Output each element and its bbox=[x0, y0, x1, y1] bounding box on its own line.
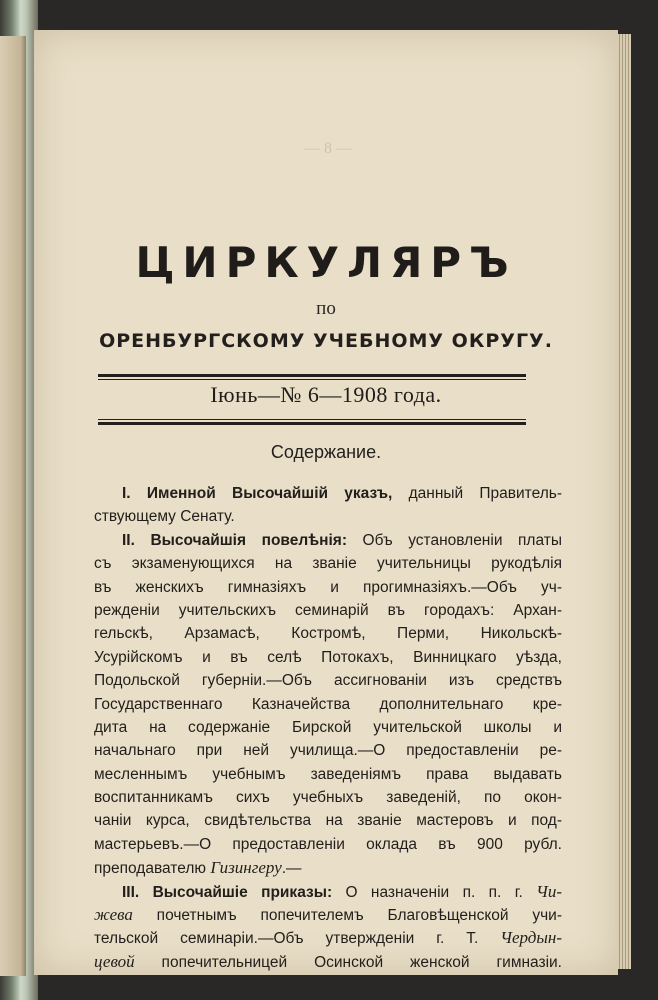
title-preposition: по bbox=[316, 298, 336, 319]
bottom-rule-thin bbox=[98, 419, 526, 420]
document-subtitle: ОРЕНБУРГСКОМУ УЧЕБНОМУ ОКРУГУ. bbox=[99, 330, 553, 352]
text-line: ствующему Сенату. bbox=[94, 508, 235, 526]
top-rule-thick bbox=[98, 374, 526, 377]
previous-page-edge bbox=[0, 36, 26, 976]
bleed-through-page-number: — 8 — bbox=[304, 140, 352, 157]
contents-heading: Содержание. bbox=[270, 442, 382, 462]
text-line: Усурійскомъ и въ селѣ Потокахъ, Винницкаго уѣзда, bbox=[94, 648, 562, 666]
document-title: ЦИРКУЛЯРЪ bbox=[135, 238, 517, 287]
text-line: мастерьевъ.—О предоставленіи оклада въ 900 рубл. bbox=[94, 835, 562, 853]
text-line: III. Высочайшіе приказы: О назначеніи п. п. г. Чи- bbox=[122, 881, 562, 901]
section-heading-2: II. Высочайшія повелѣнія: bbox=[122, 531, 347, 549]
section-heading-1: I. Именной Высочайшій указъ, bbox=[122, 485, 393, 502]
page-stack-edge bbox=[617, 34, 631, 969]
bottom-rule-thick bbox=[98, 422, 526, 425]
text-line: тельской семинаріи.—Объ утвержденіи г. Т. Чердын- bbox=[94, 928, 562, 948]
text-line: преподавателю Гизингеру.— bbox=[94, 858, 302, 878]
text-line: дита на содержаніе Бирской учительской школы и bbox=[94, 718, 562, 736]
text-line: I. Именной Высочайшій указъ, данный Правитель- bbox=[122, 485, 562, 502]
text-line: съ экзаменующихся на званіе учительницы рукодѣлія bbox=[94, 555, 562, 573]
top-rule-thin bbox=[98, 379, 526, 380]
text-line: II. Высочайшія повелѣнія: Объ установленіи платы bbox=[122, 531, 562, 549]
text-line: жева почетнымъ попечителемъ Благовѣщенской учи- bbox=[94, 905, 562, 925]
issue-line: Іюнь—№ 6—1908 года. bbox=[210, 382, 442, 407]
text-line: цевой попечительницей Осинской женской гимназіи. bbox=[94, 951, 562, 971]
text-line: гельскѣ, Арзамасѣ, Костромѣ, Перми, Никольскѣ- bbox=[94, 625, 562, 643]
section-heading-3: III. Высочайшіе приказы: bbox=[122, 883, 333, 901]
text-line: Подольской губерніи.—Объ ассигнованіи изъ средствъ bbox=[94, 672, 562, 690]
text-line: начальнаго при ней училища.—О предоставленіи ре- bbox=[94, 742, 562, 760]
document-page bbox=[34, 30, 618, 975]
text-line: воспитанникамъ сихъ учебныхъ заведеній, по окон- bbox=[94, 789, 562, 807]
text-line: чаніи курса, свидѣтельства на званіе мастеровъ и под- bbox=[94, 812, 562, 830]
text-line: Государственнаго Казначейства дополнительнаго кре- bbox=[94, 695, 562, 713]
contents-body bbox=[94, 482, 562, 973]
text-line: режденіи учительскихъ семинарій въ городахъ: Архан- bbox=[94, 601, 562, 619]
text-line: въ женскихъ гимназіяхъ и прогимназіяхъ.—Объ уч- bbox=[94, 578, 562, 596]
text-line: месленнымъ учебнымъ заведеніямъ права выдавать bbox=[94, 765, 562, 783]
